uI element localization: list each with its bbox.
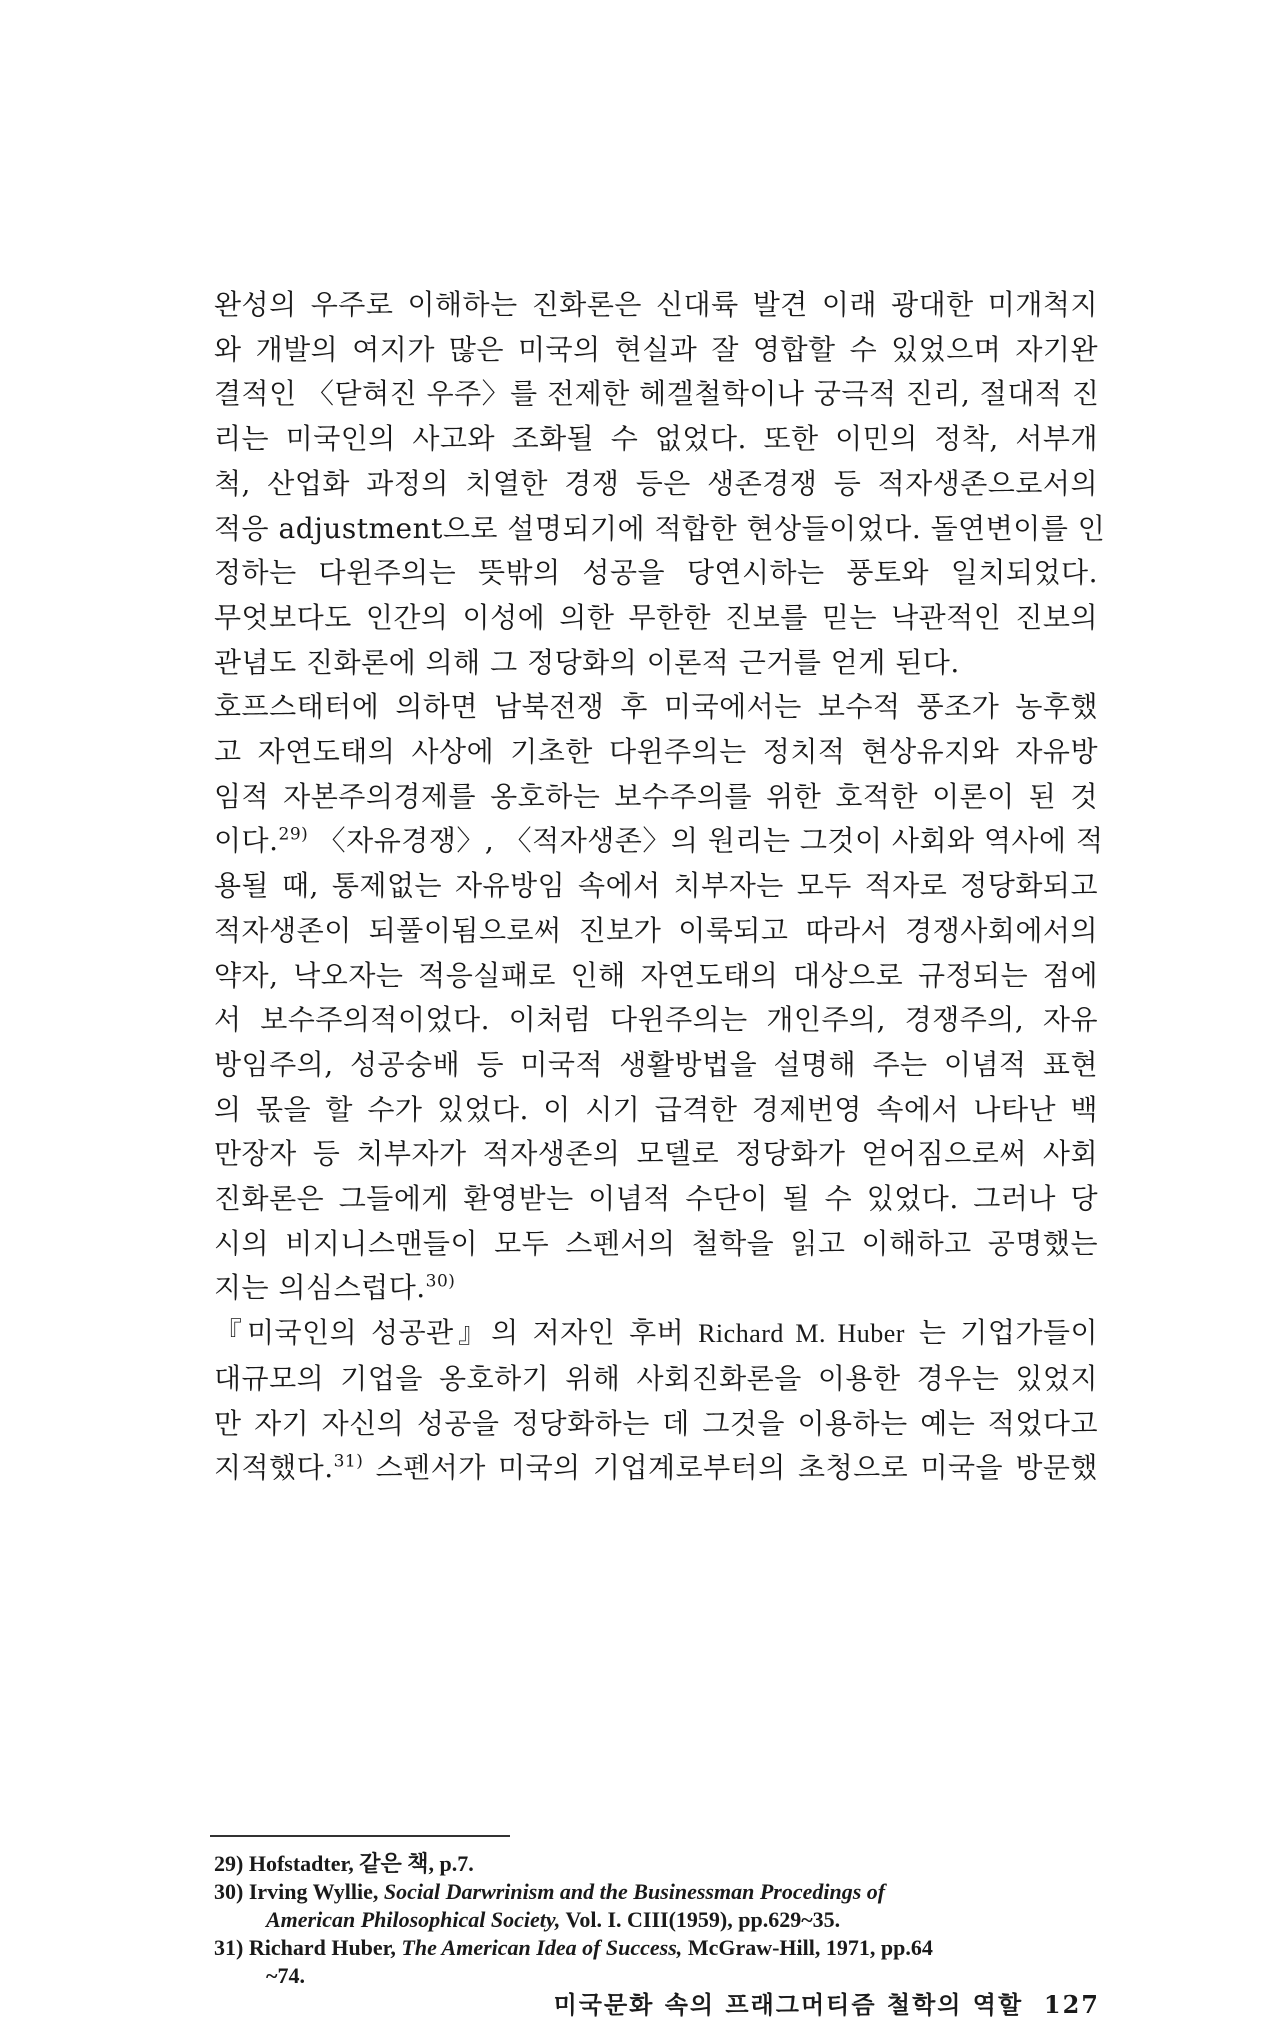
text-line: 만장자 등 치부자가 적자생존의 모델로 정당화가 얻어짐으로써 사회 [214, 1137, 1098, 1171]
footnote-divider [210, 1835, 510, 1837]
text-line: 무엇보다도 인간의 이성에 의한 무한한 진보를 믿는 낙관적인 진보의 [214, 600, 1098, 634]
footnote-number: 31) [214, 1935, 244, 1960]
text-line: 약자, 낙오자는 적응실패로 인해 자연도태의 대상으로 규정되는 점에 [214, 958, 1098, 992]
footnote-number: 29) [214, 1851, 244, 1876]
text-line [214, 1446, 1098, 1491]
footnote-title: Social Darwrinism and the Businessman Procedings of [383, 1879, 886, 1904]
footnote-ref: 29) [278, 825, 309, 846]
footnote-text: ~74. [266, 1963, 305, 1988]
text-line [214, 1311, 1098, 1357]
text-line: 고 자연도태의 사상에 기초한 다윈주의는 정치적 현상유지와 자유방 [214, 735, 1098, 769]
text-fragment: 지적했다. [214, 1451, 334, 1485]
text-line: 적응 adjustment으로 설명되기에 적합한 현상들이었다. 돌연변이를 인 [214, 511, 1106, 545]
text-line: 관념도 진화론에 의해 그 정당화의 이론적 근거를 얻게 된다. [214, 645, 960, 679]
footnote-ref: 30) [425, 1272, 456, 1293]
text-line [214, 1266, 1098, 1311]
text-line: 결적인 〈닫혀진 우주〉를 전제한 헤겔철학이나 궁극적 진리, 절대적 진 [214, 377, 1100, 411]
text-line: 대규모의 기업을 옹호하기 위해 사회진화론을 이용한 경우는 있었지 [214, 1361, 1098, 1395]
footnote-text: Hofstadter, 같은 책, p.7. [248, 1851, 474, 1876]
text-fragment: 스펜서가 미국의 기업계로부터의 초청으로 미국을 방문했 [375, 1451, 1098, 1485]
text-fragment: 『미국인의 성공관』의 저자인 후버 [214, 1316, 685, 1350]
footnote-number: 30) [214, 1879, 244, 1904]
footnote-31 [214, 1934, 1098, 1962]
text-line: 서 보수주의적이었다. 이처럼 다윈주의는 개인주의, 경쟁주의, 자유 [214, 1003, 1098, 1037]
footnotes [214, 1850, 1098, 1990]
text-line: 시의 비지니스맨들이 모두 스펜서의 철학을 읽고 이해하고 공명했는 [214, 1226, 1098, 1260]
text-fragment: 이다. [214, 824, 279, 858]
footnote-title: The American Idea of Success, [401, 1935, 683, 1960]
running-footer [520, 1985, 1100, 2020]
page-number: 127 [1043, 1990, 1100, 2019]
footnote-text: Irving Wyllie, [248, 1879, 384, 1904]
text-line: 완성의 우주로 이해하는 진화론은 신대륙 발견 이래 광대한 미개척지 [214, 288, 1098, 321]
footnote-30 [214, 1878, 1098, 1906]
text-line: 와 개발의 여지가 많은 미국의 현실과 잘 영합할 수 있었으며 자기완 [214, 332, 1098, 366]
text-line: 리는 미국인의 사고와 조화될 수 없었다. 또한 이민의 정착, 서부개 [214, 422, 1098, 456]
body-text [214, 283, 1106, 1491]
text-fragment: 는 기업가들이 [918, 1316, 1099, 1350]
text-line: 용될 때, 통제없는 자유방임 속에서 치부자는 모두 적자로 정당화되고 [214, 869, 1098, 903]
text-fragment: 〈자유경쟁〉, 〈적자생존〉의 원리는 그것이 사회와 역사에 적 [317, 824, 1104, 858]
footnote-29 [214, 1850, 1098, 1878]
text-fragment: 지는 의심스럽다. [214, 1271, 426, 1305]
text-line: 정하는 다윈주의는 뜻밖의 성공을 당연시하는 풍토와 일치되었다. [214, 556, 1098, 590]
text-line: 임적 자본주의경제를 옹호하는 보수주의를 위한 호적한 이론이 된 것 [214, 779, 1098, 813]
footnote-text: Richard Huber, [248, 1935, 402, 1960]
text-line: 진화론은 그들에게 환영받는 이념적 수단이 될 수 있었다. 그러나 당 [214, 1182, 1098, 1216]
text-fragment: Richard M. Huber [698, 1319, 905, 1349]
footnote-30-cont [214, 1906, 1098, 1934]
text-line [214, 819, 1104, 864]
footnote-text: McGraw-Hill, 1971, pp.64 [682, 1935, 933, 1960]
text-line: 의 몫을 할 수가 있었다. 이 시기 급격한 경제번영 속에서 나타난 백 [214, 1092, 1098, 1126]
text-line: 호프스태터에 의하면 남북전쟁 후 미국에서는 보수적 풍조가 농후했 [214, 690, 1098, 724]
footnote-title: American Philosophical Society, [266, 1907, 561, 1932]
text-line: 만 자기 자신의 성공을 정당화하는 데 그것을 이용하는 예는 적었다고 [214, 1406, 1098, 1440]
text-line: 척, 산업화 과정의 치열한 경쟁 등은 생존경쟁 등 적자생존으로서의 [214, 466, 1098, 500]
running-title: 미국문화 속의 프래그머티즘 철학의 역할 [553, 1990, 1024, 2019]
text-line: 방임주의, 성공숭배 등 미국적 생활방법을 설명해 주는 이념적 표현 [214, 1047, 1098, 1081]
text-line: 적자생존이 되풀이됨으로써 진보가 이룩되고 따라서 경쟁사회에서의 [214, 913, 1098, 947]
footnote-text: Vol. I. CIII(1959), pp.629~35. [560, 1907, 841, 1932]
footnote-ref: 31) [333, 1451, 364, 1472]
